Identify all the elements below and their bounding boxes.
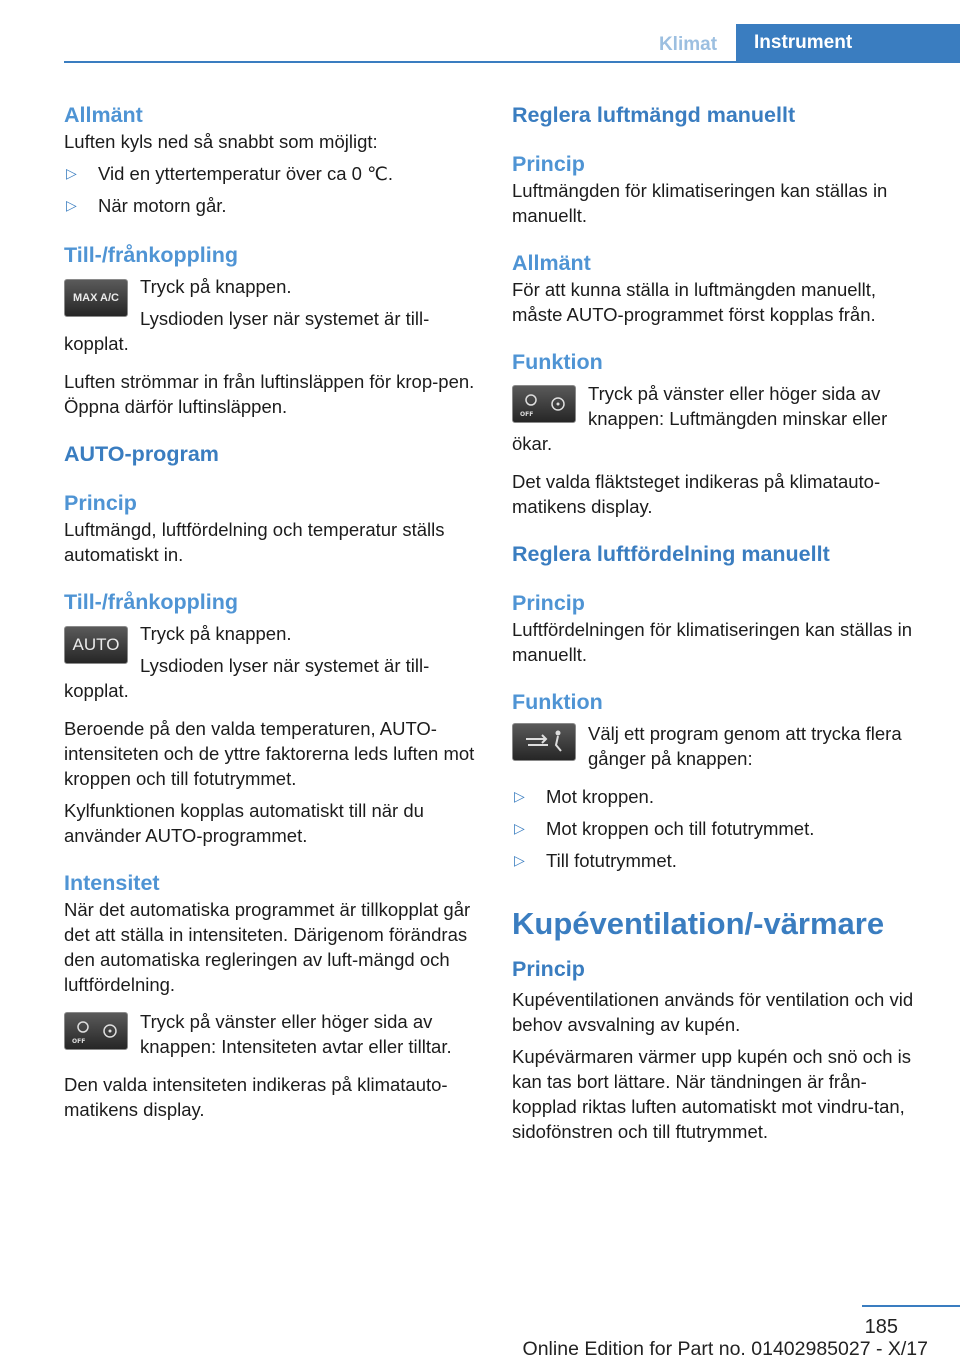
till1-para: Luften strömmar in från luftinsläppen för krop-pen. Öppna därför luftinsläppen. [64, 371, 475, 417]
intensitet-display-text: Den valda intensiteten indikeras på klimatauto-matikens display. [64, 1074, 448, 1120]
max-ac-section [64, 274, 480, 356]
triangle-bullet-icon: ▷ [514, 820, 525, 836]
flaktsteg-text: Det valda fläktsteget indikeras på klimatauto-matikens display. [512, 471, 881, 517]
till2-line2: Lysdioden lyser när systemet är till- [140, 655, 430, 676]
auto-button-icon: AUTO [64, 626, 128, 664]
triangle-bullet-icon: ▷ [66, 197, 77, 213]
beroende-text: Beroende på den valda temperaturen, AUTO-intensiteten och de yttre faktorerna leds luften mot kroppen och till fotutrymmet. [64, 718, 475, 789]
auto-section [64, 621, 480, 703]
funktion2-section [512, 721, 928, 771]
heading-till-fran-2: Till-/frånkoppling [64, 590, 238, 614]
allmant-right-text: För att kunna ställa in luftmängden manuellt, måste AUTO-programmet först kopplas från. [512, 279, 877, 325]
heading-luftmangd: Reglera luftmängd manuellt [512, 103, 796, 127]
triangle-bullet-icon: ▷ [66, 165, 77, 181]
funktion1-line3: ökar. [512, 433, 553, 454]
intensitet-section [64, 1009, 480, 1059]
heading-funktion-1: Funktion [512, 350, 603, 374]
tab-klimat: Klimat [658, 33, 718, 55]
right-column [512, 102, 928, 1144]
till1-line1: Tryck på knappen. [140, 276, 292, 297]
list-item: ▷ Mot kroppen. [514, 786, 654, 807]
till1-line3: kopplat. [64, 333, 129, 354]
fordelning-list [512, 784, 928, 873]
heading-till-fran-1: Till-/frånkoppling [64, 243, 238, 267]
intensitet-btn-text: Tryck på vänster eller höger sida av knappen: Intensiteten avtar eller tilltar. [140, 1011, 452, 1057]
till2-line3: kopplat. [64, 680, 129, 701]
list-item: ▷ När motorn går. [66, 195, 227, 216]
heading-princip-2: Princip [512, 591, 585, 615]
fan-icon [514, 387, 574, 421]
heading-luftfordelning: Reglera luftfördelning manuellt [512, 542, 830, 566]
princip-text: Luftmängd, luftfördelning och temperatur ställs automatiskt in. [64, 519, 445, 565]
heading-auto-program: AUTO-program [64, 442, 219, 466]
till2-line1: Tryck på knappen. [140, 623, 292, 644]
header-rule [64, 61, 960, 63]
allmant-text: Luften kyls ned så snabbt som möjligt: [64, 131, 378, 152]
air-distribution-button-icon [512, 723, 576, 761]
max-ac-button-icon: MAX A/C [64, 279, 128, 317]
princip3-text1: Kupéventilationen används för ventilation och vid behov avsvalning av kupén. [512, 989, 914, 1035]
heading-funktion-2: Funktion [512, 690, 603, 714]
air-distribution-icon [514, 725, 574, 759]
triangle-bullet-icon: ▷ [514, 852, 525, 868]
heading-princip: Princip [64, 491, 137, 515]
edition-footer: Online Edition for Part no. 01402985027 - X/17 [522, 1338, 928, 1360]
list-item: ▷ Vid en yttertemperatur över ca 0 ℃. [66, 163, 393, 184]
page-number: 185 [864, 1316, 898, 1338]
heading-kupeventilation: Kupéventilation/-värmare [512, 906, 885, 941]
princip1-text: Luftmängden för klimatiseringen kan ställas in manuellt. [512, 180, 888, 226]
tab-instrument: Instrument [736, 24, 960, 62]
svg-text:OFF: OFF [520, 411, 534, 418]
footer-rule [862, 1305, 960, 1307]
princip3-text2: Kupévärmaren värmer upp kupén och snö och is kan tas bort lättare. När tändningen är från-kopplad riktas luften automatiskt mot vindru-tan, sidofönstren och till ftutrymmet. [512, 1046, 911, 1142]
funktion1-line2: knappen: Luftmängden minskar eller [588, 408, 888, 429]
allmant-list [64, 161, 480, 218]
list-item: ▷ Mot kroppen och till fotutrymmet. [514, 818, 815, 839]
heading-allmant-right: Allmänt [512, 251, 591, 275]
list-item: ▷ Till fotutrymmet. [514, 850, 677, 871]
funktion1-line1: Tryck på vänster eller höger sida av [588, 383, 881, 404]
princip2-text: Luftfördelningen för klimatiseringen kan ställas in manuellt. [512, 619, 913, 665]
left-column [64, 102, 480, 1122]
kylfunktion-text: Kylfunktionen kopplas automatiskt till när du använder AUTO-programmet. [64, 800, 424, 846]
heading-princip-1: Princip [512, 152, 585, 176]
fan-button-icon [512, 385, 576, 423]
triangle-bullet-icon: ▷ [514, 788, 525, 804]
fan-icon [66, 1014, 126, 1048]
heading-allmant: Allmänt [64, 103, 143, 127]
intensitet-text: När det automatiska programmet är tillkopplat går det att ställa in intensiteten. Därigenom förändras den automatiska regleringen av luft-mängd och luftfördelning. [64, 899, 471, 995]
svg-text:OFF: OFF [72, 1038, 86, 1045]
heading-princip-3: Princip [512, 957, 585, 981]
heading-intensitet: Intensitet [64, 871, 160, 895]
fan-button-icon [64, 1012, 128, 1050]
till1-line2: Lysdioden lyser när systemet är till- [140, 308, 430, 329]
funktion2-text: Välj ett program genom att trycka flera gånger på knappen: [588, 723, 902, 769]
funktion1-section [512, 381, 928, 456]
